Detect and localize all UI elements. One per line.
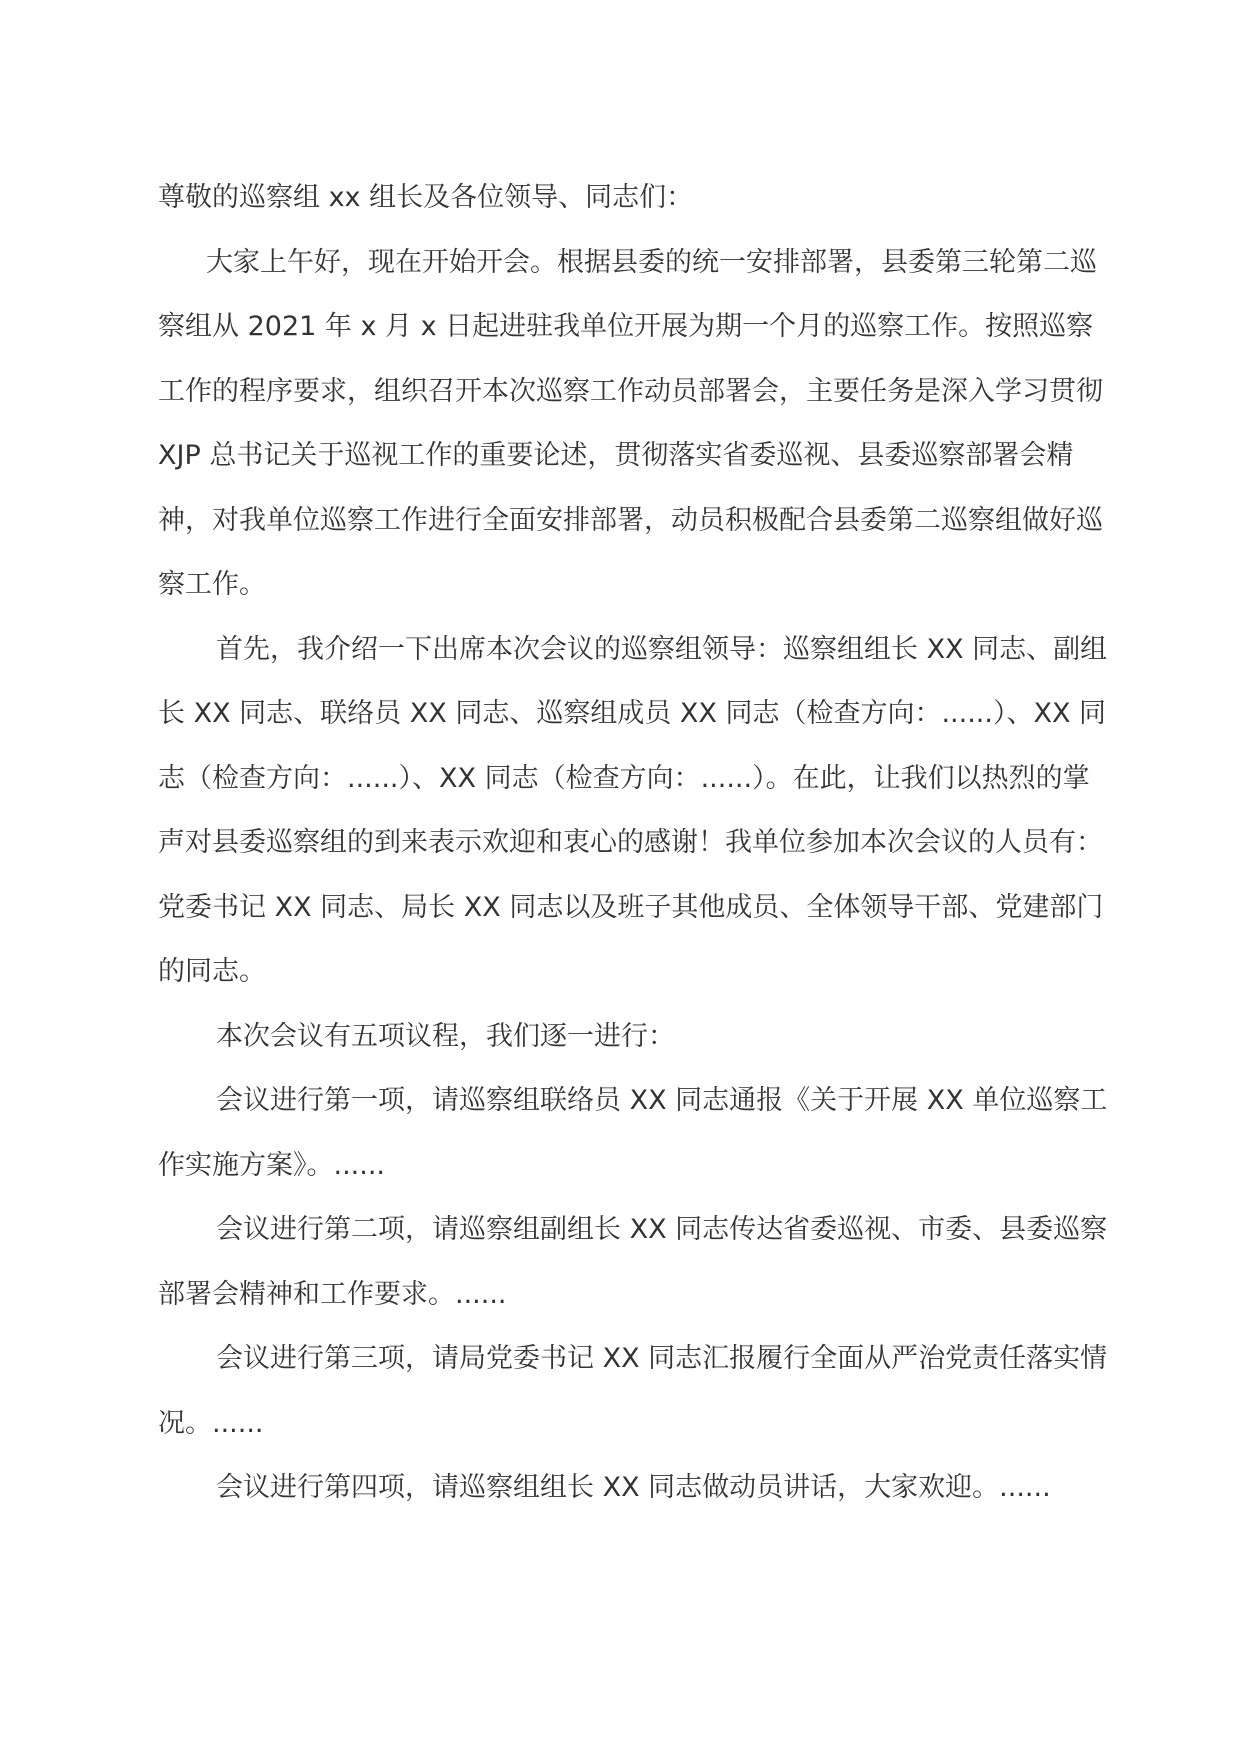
paragraph-introductions: 首先，我介绍一下出席本次会议的巡察组领导：巡察组组长 XX 同志、副组长 XX 同志、联络员 XX 同志、巡察组成员 XX 同志（检查方向：......）、XX 同志（检查方向：......）、XX 同志（检查方向：......）。在此，让我们以热烈的掌声对县委巡察组的到来表示欢迎和衷心的感谢！我单位参加本次会议的人员有：党委书记 XX 同志、局长 XX 同志以及班子其他成员、全体领导干部、党建部门的同志。 [158, 633, 1108, 987]
paragraph-agenda-item-4: 会议进行第四项，请巡察组组长 XX 同志做动员讲话，大家欢迎。...... [216, 1472, 1051, 1503]
paragraph-agenda-intro: 本次会议有五项议程，我们逐一进行： [216, 1020, 675, 1052]
paragraph-agenda-item-1: 会议进行第一项，请巡察组联络员 XX 同志通报《关于开展 XX 单位巡察工作实施方案》。...... [158, 1085, 1108, 1181]
paragraph-agenda-item-2: 会议进行第二项，请巡察组副组长 XX 同志传达省委巡视、市委、县委巡察部署会精神和工作要求。...... [158, 1214, 1108, 1310]
paragraph-agenda-item-3: 会议进行第三项，请局党委书记 XX 同志汇报履行全面从严治党责任落实情况。...... [158, 1343, 1108, 1439]
document-body [158, 166, 1108, 1521]
paragraph-opening: 大家上午好，现在开始开会。根据县委的统一安排部署，县委第三轮第二巡察组从 2021 年 x 月 x 日起进驻我单位开展为期一个月的巡察工作。按照巡察工作的程序要求，组织召开本次巡察工作动员部署会，主要任务是深入学习贯彻 XJP 总书记关于巡视工作的重要论述，贯彻落实省委巡视、县委巡察部署会精神，对我单位巡察工作进行全面安排部署，动员积极配合县委第二巡察组做好巡察工作。 [158, 246, 1103, 600]
salutation: 尊敬的巡察组 xx 组长及各位领导、同志们： [158, 182, 694, 213]
